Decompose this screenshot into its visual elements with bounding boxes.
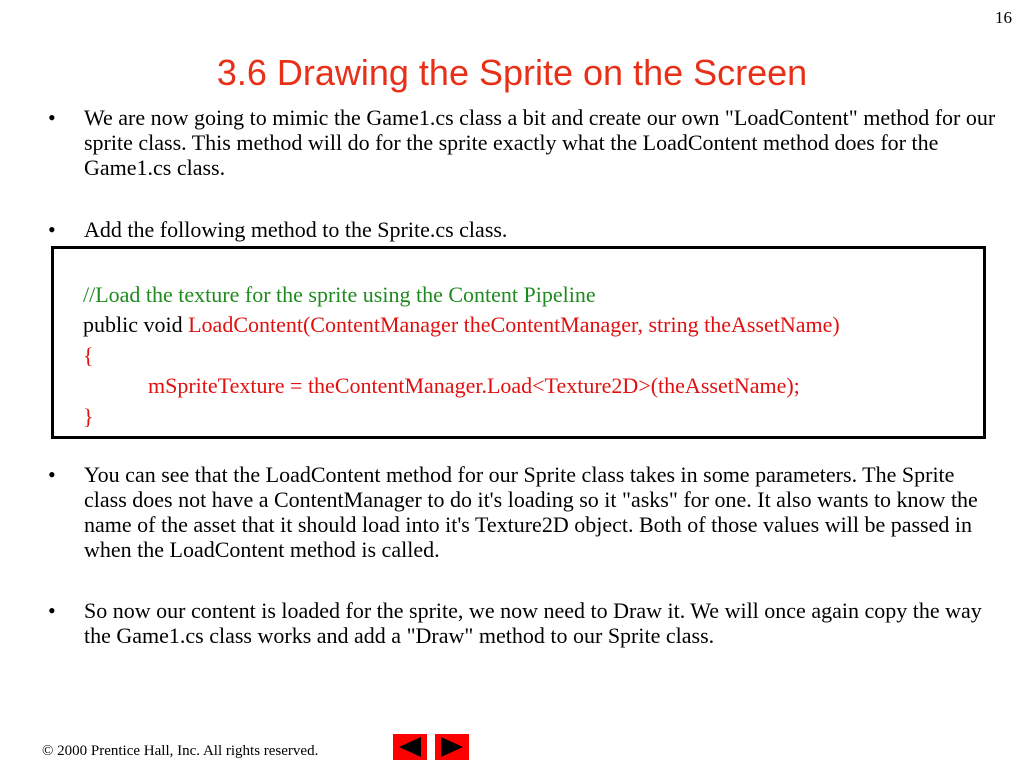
code-body: mSpriteTexture = theContentManager.Load<Texture2D>(theAssetName); [148, 373, 800, 398]
bullet-item-1 [48, 105, 998, 180]
next-slide-button[interactable] [435, 734, 469, 760]
code-box [51, 246, 986, 439]
bullet-item-4 [48, 598, 998, 648]
bullet-text: We are now going to mimic the Game1.cs class a bit and create our own "LoadContent" method for our sprite class. This method will do for the sprite exactly what the LoadContent method does for the Game1.cs class. [84, 105, 996, 180]
bullet-text: Add the following method to the Sprite.cs class. [84, 217, 508, 242]
code-comment: //Load the texture for the sprite using the Content Pipeline [83, 282, 596, 307]
code-signature-method: LoadContent(ContentManager theContentManager, string theAssetName) [188, 312, 840, 337]
bullet-marker: • [48, 105, 56, 130]
bullet-item-2 [48, 217, 998, 242]
bullet-text: So now our content is loaded for the sprite, we now need to Draw it. We will once again copy the way the Game1.cs class works and add a "Draw" method to our Sprite class. [84, 598, 982, 648]
bullet-marker: • [48, 598, 56, 623]
copyright-footer: © 2000 Prentice Hall, Inc. All rights reserved. [42, 743, 319, 759]
page-number: 16 [995, 8, 1012, 27]
left-arrow-icon [393, 734, 427, 760]
bullet-marker: • [48, 217, 56, 242]
slide-title: 3.6 Drawing the Sprite on the Screen [216, 52, 808, 93]
code-close-brace: } [83, 404, 94, 429]
bullet-marker: • [48, 462, 56, 487]
bullet-text: You can see that the LoadContent method for our Sprite class takes in some parameters. The Sprite class does not have a ContentManager to do it's loading so it "asks" for one. It also wants to know the name of the asset that it should load into it's Texture2D object. Both of those values will be passed in when the LoadContent method is called. [84, 462, 978, 562]
code-signature [83, 312, 840, 337]
right-arrow-icon [435, 734, 469, 760]
previous-slide-button[interactable] [393, 734, 427, 760]
code-signature-prefix: public void [83, 312, 189, 337]
code-open-brace: { [83, 343, 94, 368]
bullet-item-3 [48, 462, 998, 562]
